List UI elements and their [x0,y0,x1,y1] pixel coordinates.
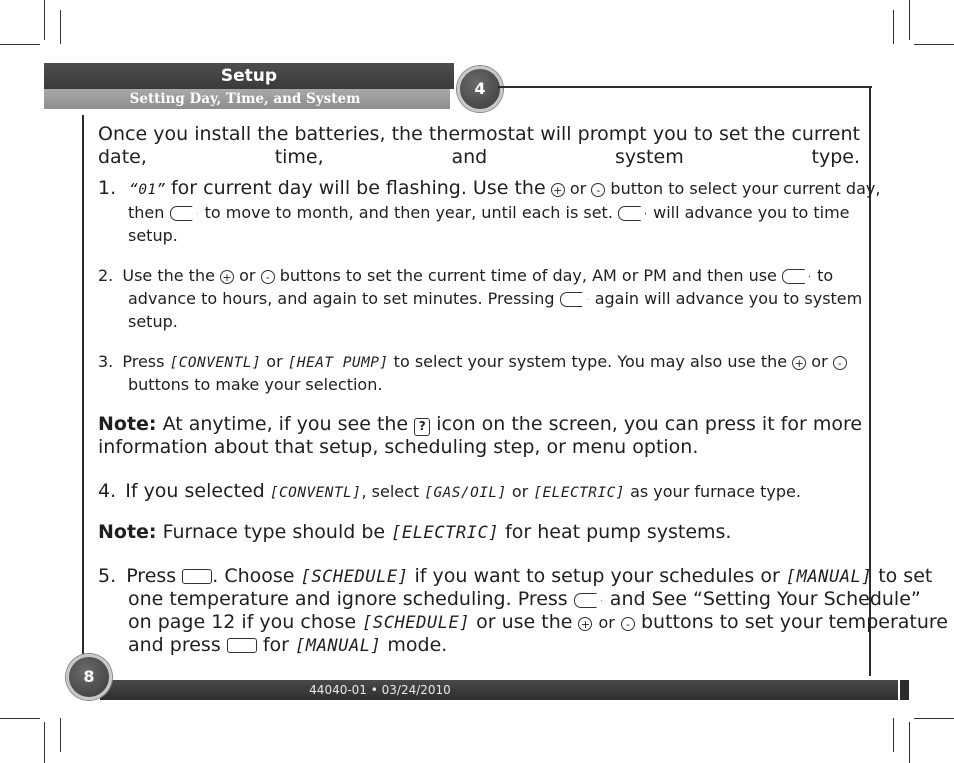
step-5-cont [128,634,860,658]
step-number: 3. [98,352,114,371]
next-arrow-icon [782,266,812,283]
crop-mark [60,718,61,752]
step-text: for current day will be flashing. Use the [170,177,546,199]
step-1-cont: setup. [128,226,178,245]
crop-mark [893,10,894,44]
section-subtitle: Setting Day, Time, and System [129,91,361,107]
step-text: mode. [387,634,448,656]
minus-icon: - [833,356,847,370]
note-text: for heat pump systems. [505,521,732,543]
minus-icon: - [591,183,605,197]
step-5 [98,565,933,589]
plus-icon: + [578,617,592,631]
section-title: Setup [220,66,278,86]
step-2 [98,264,860,287]
step-text: will advance you to time [653,203,850,222]
plus-icon: + [792,356,806,370]
doc-code: 44040-01 • 03/24/2010 [309,683,451,697]
step-text: then [128,203,165,222]
step-text: or [266,352,283,371]
step-text: or [569,179,587,198]
step-text: or [511,482,529,501]
lcd-schedule: [SCHEDULE] [300,567,409,587]
step-text: button to select your current day, [610,179,881,198]
frame-line [82,115,84,655]
intro-line [98,123,860,169]
step-text: or use the [476,611,573,633]
plus-icon: + [220,270,234,284]
lcd-conventl: [CONVENTL] [269,485,362,501]
crop-mark [893,718,894,752]
step-number: 2. [98,266,114,285]
note-label: Note: [98,521,157,543]
step-3 [98,350,860,375]
next-arrow-icon [574,590,604,607]
lcd-gas-oil: [GAS/OIL] [424,485,507,501]
next-arrow-icon [170,203,200,220]
crop-mark [909,722,910,763]
step-text: Use the the [122,266,215,285]
step-text: as your furnace type. [630,482,801,501]
lcd-heat-pump: [HEAT PUMP] [287,355,389,371]
lcd-manual: [MANUAL] [785,567,873,587]
step-text: , select [361,482,420,501]
step-text: buttons to set your temperature [640,611,948,633]
step-badge: 4 [457,66,503,112]
lcd-conventl: [CONVENTL] [169,355,262,371]
lcd-electric: [ELECTRIC] [533,485,625,501]
note-1-cont: information about that setup, scheduling step, or menu option. [98,436,699,458]
step-text: and See “Setting Your Schedule” [609,588,921,610]
menu-button-icon [227,638,257,653]
step-text: buttons to set the current time of day, AM or PM and then use [279,266,777,285]
step-3-cont: buttons to make your selection. [128,375,383,394]
step-2-cont [128,287,863,310]
crop-mark [0,718,40,719]
minus-icon: - [261,270,275,284]
lcd-manual: [MANUAL] [295,636,382,656]
note-text: icon on the screen, you can press it for more [436,413,863,435]
step-1 [98,177,881,200]
step-text: or [598,613,615,632]
frame-line [498,86,872,88]
step-4 [98,480,860,505]
plus-icon: + [551,183,565,197]
step-5-cont [128,588,921,611]
step-2-cont: setup. [128,312,178,331]
note-1 [98,413,863,436]
minus-icon: - [621,617,635,631]
step-text: If you selected [125,480,265,502]
next-arrow-icon [618,203,648,220]
step-5-cont [128,611,948,635]
page-number-badge: 8 [66,654,112,700]
step-1-cont [128,201,860,224]
step-text: again will advance you to system [594,289,863,308]
crop-mark [914,718,954,719]
note-2 [98,521,860,545]
step-text: Press [126,565,177,587]
lcd-day-code: “01” [129,182,166,198]
step-number: 4. [98,480,117,502]
step-text: . Choose [212,565,295,587]
help-icon: ? [414,418,430,436]
note-text: Furnace type should be [162,521,386,543]
step-text: to [817,266,834,285]
crop-mark [60,10,61,44]
crop-mark [914,44,954,45]
step-text: or [811,352,828,371]
lcd-electric: [ELECTRIC] [391,523,500,543]
step-text: if you want to setup your schedules or [414,565,780,587]
crop-mark [909,0,910,40]
menu-button-icon [182,569,212,584]
crop-mark [44,0,45,40]
next-arrow-icon [560,289,590,306]
step-text: to move to month, and then year, until each is set. [204,203,613,222]
step-text: or [239,266,256,285]
note-text: At anytime, if you see the [162,413,409,435]
step-text: on page 12 if you chose [128,611,357,633]
crop-mark [0,44,40,45]
footer-block [900,680,909,700]
note-label: Note: [98,413,157,435]
step-text: to select your system type. You may also use the [393,352,788,371]
step-number: 5. [98,565,117,587]
step-text: and press [128,634,221,656]
step-text: for [262,634,289,656]
lcd-schedule: [SCHEDULE] [362,613,471,633]
step-number: 1. [98,177,117,199]
step-text: to set [878,565,933,587]
step-text: Press [122,352,165,371]
step-text: one temperature and ignore scheduling. Press [128,588,568,610]
intro-text: Once you install the batteries, the thermostat will prompt you to set the current date, time, and system type. [98,123,860,168]
crop-mark [44,722,45,763]
step-text: advance to hours, and again to set minutes. Pressing [128,289,555,308]
